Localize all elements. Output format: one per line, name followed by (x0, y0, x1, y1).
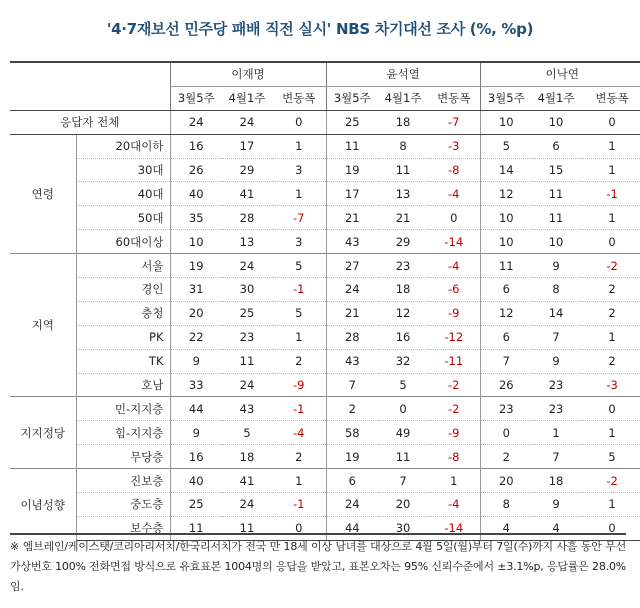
value-cell: 12 (480, 182, 532, 206)
value-cell: -4 (428, 493, 480, 517)
value-cell: 10 (532, 110, 580, 134)
value-cell: -2 (428, 397, 480, 421)
header-blank (10, 62, 170, 86)
value-cell: 9 (532, 254, 580, 278)
period-header: 3월5주 (326, 86, 378, 110)
value-cell: 19 (326, 445, 378, 469)
value-cell: 9 (532, 349, 580, 373)
value-cell: -1 (580, 182, 640, 206)
value-cell: 41 (222, 469, 272, 493)
row-label: 30대 (76, 158, 170, 182)
header-blank (10, 86, 170, 110)
row-label: 서울 (76, 254, 170, 278)
value-cell: -1 (272, 278, 326, 302)
value-cell: 7 (532, 325, 580, 349)
candidate-header-lee-jaemyung: 이재명 (170, 62, 326, 86)
value-cell: 49 (378, 421, 428, 445)
value-cell: 18 (222, 445, 272, 469)
value-cell: 24 (326, 278, 378, 302)
value-cell: 24 (222, 373, 272, 397)
row-label: 60대이상 (76, 230, 170, 254)
value-cell: 30 (378, 516, 428, 540)
value-cell: 5 (378, 373, 428, 397)
row-label: 경인 (76, 278, 170, 302)
value-cell: -1 (272, 493, 326, 517)
value-cell: 2 (272, 445, 326, 469)
value-cell: 1 (608, 139, 616, 154)
value-cell: 44 (326, 516, 378, 540)
value-cell: 1 (295, 139, 303, 154)
value-cell: 5 (480, 134, 532, 158)
value-cell: -9 (428, 301, 480, 325)
row-label: 민-지지층 (76, 397, 170, 421)
row-label: 진보층 (76, 469, 170, 493)
value-cell: 24 (222, 493, 272, 517)
value-cell: 11 (532, 206, 580, 230)
row-label: 보수층 (76, 516, 170, 540)
value-cell: 44 (170, 397, 222, 421)
value-cell: 1 (580, 206, 640, 230)
value-cell: 8 (480, 493, 532, 517)
value-cell: 6 (480, 325, 532, 349)
value-cell: 24 (222, 110, 272, 134)
value-cell: 0 (480, 421, 532, 445)
value-cell: 21 (326, 206, 378, 230)
value-cell: 20 (170, 301, 222, 325)
period-header: 3월5주 (170, 86, 222, 110)
period-header: 변동폭 (428, 86, 480, 110)
row-label: 40대 (76, 182, 170, 206)
page-title: '4·7재보선 민주당 패배 직전 실시' NBS 차기대선 조사 (%, %p) (106, 20, 534, 38)
value-cell: 23 (532, 373, 580, 397)
value-cell: -7 (272, 206, 326, 230)
value-cell: 33 (170, 373, 222, 397)
value-cell: 40 (170, 182, 222, 206)
value-cell: 1 (580, 325, 640, 349)
value-cell: 23 (222, 325, 272, 349)
value-cell: 6 (326, 469, 378, 493)
value-cell: 28 (326, 325, 378, 349)
value-cell: 27 (326, 254, 378, 278)
value-cell: 16 (170, 445, 222, 469)
value-cell: 10 (532, 230, 580, 254)
row-label: 무당층 (76, 445, 170, 469)
table-header (10, 62, 640, 110)
value-cell: -14 (428, 230, 480, 254)
value-cell: 6 (552, 139, 560, 154)
value-cell: 11 (532, 182, 580, 206)
value-cell: 21 (326, 301, 378, 325)
value-cell: -8 (428, 158, 480, 182)
value-cell: 29 (378, 230, 428, 254)
value-cell: 7 (326, 373, 378, 397)
value-cell: 10 (480, 206, 532, 230)
value-cell: 2 (580, 301, 640, 325)
table-row (10, 325, 640, 349)
group-label: 지지정당 (10, 397, 76, 469)
value-cell: -11 (428, 349, 480, 373)
value-cell: 9 (170, 349, 222, 373)
value-cell: 11 (222, 516, 272, 540)
value-cell: 31 (170, 278, 222, 302)
candidate-header-row (10, 62, 640, 86)
value-cell: 18 (532, 469, 580, 493)
row-label: 충청 (76, 301, 170, 325)
value-cell: 15 (532, 158, 580, 182)
table-row (10, 206, 640, 230)
value-cell: 18 (378, 110, 428, 134)
value-cell: 21 (378, 206, 428, 230)
value-cell: 40 (170, 469, 222, 493)
table-row (10, 349, 640, 373)
value-cell: 24 (222, 254, 272, 278)
value-cell: 7 (532, 445, 580, 469)
total-row (10, 110, 640, 134)
value-cell: 12 (480, 301, 532, 325)
period-header-row (10, 86, 640, 110)
value-cell: 23 (378, 254, 428, 278)
value-cell: 25 (326, 110, 378, 134)
value-cell: 0 (272, 110, 326, 134)
table-row (10, 182, 640, 206)
value-cell: -8 (428, 445, 480, 469)
period-header: 변동폭 (580, 86, 640, 110)
table-row (10, 278, 640, 302)
value-cell: 2 (272, 349, 326, 373)
value-cell: 43 (326, 230, 378, 254)
table-row (10, 421, 640, 445)
footnote: ※ 엠브레인/케이스탯/코리아리서치/한국리서치가 전국 만 18세 이상 남녀를 대상으로 4월 5일(월)부터 7일(수)까지 사흘 동안 무선 가상번호 100% 전화면접 방식으로 유효표본 1004명의 응답을 받았고, 표본오차는 95% 신뢰수준에서 ±3.1%p, 응답률은 28.0%임. (10, 533, 626, 597)
value-cell: 26 (480, 373, 532, 397)
value-cell: 9 (532, 493, 580, 517)
value-cell: -3 (448, 139, 460, 154)
value-cell: 30 (222, 278, 272, 302)
value-cell: 0 (580, 397, 640, 421)
table-row (10, 493, 640, 517)
value-cell: 20 (480, 469, 532, 493)
value-cell: 8 (399, 139, 407, 154)
value-cell: 0 (428, 206, 480, 230)
value-cell: 11 (378, 445, 428, 469)
value-cell: -9 (272, 373, 326, 397)
table-row (10, 373, 640, 397)
value-cell: -4 (428, 182, 480, 206)
value-cell: 5 (222, 421, 272, 445)
value-cell: 0 (378, 397, 428, 421)
value-cell: -4 (272, 421, 326, 445)
value-cell: 23 (480, 397, 532, 421)
value-cell: 5 (272, 254, 326, 278)
value-cell: 41 (222, 182, 272, 206)
value-cell: -7 (428, 110, 480, 134)
candidate-header-yoon-seokyoul: 윤석열 (326, 62, 480, 86)
value-cell: 24 (326, 493, 378, 517)
row-label: 응답자 전체 (10, 110, 170, 134)
value-cell: 14 (480, 158, 532, 182)
value-cell: 32 (378, 349, 428, 373)
table-row (10, 397, 640, 421)
value-cell: 1 (272, 325, 326, 349)
table-row (10, 445, 640, 469)
value-cell: 11 (378, 158, 428, 182)
period-header: 변동폭 (272, 86, 326, 110)
value-cell: -12 (428, 325, 480, 349)
value-cell: 11 (326, 134, 378, 158)
value-cell: 26 (170, 158, 222, 182)
value-cell: -9 (428, 421, 480, 445)
value-cell: 4 (532, 516, 580, 540)
row-label: 호남 (76, 373, 170, 397)
value-cell: 25 (222, 301, 272, 325)
value-cell: 2 (580, 349, 640, 373)
value-cell: 16 (170, 134, 222, 158)
value-cell: 13 (222, 230, 272, 254)
value-cell: 13 (378, 182, 428, 206)
value-cell: 20 (378, 493, 428, 517)
value-cell: -6 (428, 278, 480, 302)
value-cell: 28 (222, 206, 272, 230)
value-cell: 22 (170, 325, 222, 349)
value-cell: 3 (272, 230, 326, 254)
value-cell: -1 (272, 397, 326, 421)
value-cell: 3 (272, 158, 326, 182)
table-row (10, 158, 640, 182)
value-cell: 1 (272, 182, 326, 206)
table-row (10, 469, 640, 493)
value-cell: 43 (222, 397, 272, 421)
value-cell: 11 (480, 254, 532, 278)
table-row (10, 230, 640, 254)
value-cell: 5 (272, 301, 326, 325)
value-cell: 2 (480, 445, 532, 469)
period-header: 4월1주 (532, 86, 580, 110)
value-cell: 0 (580, 516, 640, 540)
value-cell: 1 (532, 421, 580, 445)
value-cell: 0 (272, 516, 326, 540)
value-cell: -2 (580, 254, 640, 278)
period-header: 3월5주 (480, 86, 532, 110)
value-cell: 0 (580, 230, 640, 254)
value-cell: 19 (170, 254, 222, 278)
row-label: TK (76, 349, 170, 373)
value-cell: 16 (378, 325, 428, 349)
table-row (10, 301, 640, 325)
value-cell: 7 (480, 349, 532, 373)
value-cell: 2 (580, 278, 640, 302)
value-cell: 10 (480, 110, 532, 134)
value-cell: 5 (580, 445, 640, 469)
group-label: 이념성향 (10, 469, 76, 541)
period-header: 4월1주 (378, 86, 428, 110)
value-cell: 9 (170, 421, 222, 445)
table-row (10, 134, 640, 158)
value-cell: 35 (170, 206, 222, 230)
value-cell: 1 (580, 421, 640, 445)
value-cell: 4 (480, 516, 532, 540)
value-cell: 18 (378, 278, 428, 302)
value-cell: 25 (170, 493, 222, 517)
value-cell: -3 (580, 373, 640, 397)
table-body (10, 110, 640, 540)
value-cell: 7 (378, 469, 428, 493)
group-label: 연령 (10, 134, 76, 253)
value-cell: 8 (532, 278, 580, 302)
value-cell: 6 (480, 278, 532, 302)
value-cell: 23 (532, 397, 580, 421)
poll-table (10, 61, 640, 541)
value-cell: 17 (239, 139, 255, 154)
value-cell: 1 (272, 469, 326, 493)
value-cell: 1 (580, 158, 640, 182)
row-label: PK (76, 325, 170, 349)
row-label: 중도층 (76, 493, 170, 517)
value-cell: 17 (326, 182, 378, 206)
value-cell: 14 (532, 301, 580, 325)
value-cell: 11 (222, 349, 272, 373)
value-cell: 10 (170, 230, 222, 254)
period-header: 4월1주 (222, 86, 272, 110)
value-cell: 24 (170, 110, 222, 134)
row-label: 힘-지지층 (76, 421, 170, 445)
value-cell: 58 (326, 421, 378, 445)
value-cell: 2 (326, 397, 378, 421)
value-cell: 1 (428, 469, 480, 493)
value-cell: 29 (222, 158, 272, 182)
value-cell: -14 (428, 516, 480, 540)
row-label: 20대이하 (115, 139, 164, 154)
value-cell: -4 (428, 254, 480, 278)
value-cell: -2 (580, 469, 640, 493)
value-cell: -2 (428, 373, 480, 397)
value-cell: 12 (378, 301, 428, 325)
value-cell: 11 (170, 516, 222, 540)
value-cell: 1 (580, 493, 640, 517)
value-cell: 43 (326, 349, 378, 373)
value-cell: 10 (480, 230, 532, 254)
candidate-header-lee-nakyon: 이낙연 (480, 62, 640, 86)
table-row (10, 254, 640, 278)
value-cell: 0 (580, 110, 640, 134)
row-label: 50대 (76, 206, 170, 230)
group-label: 지역 (10, 254, 76, 397)
value-cell: 19 (326, 158, 378, 182)
